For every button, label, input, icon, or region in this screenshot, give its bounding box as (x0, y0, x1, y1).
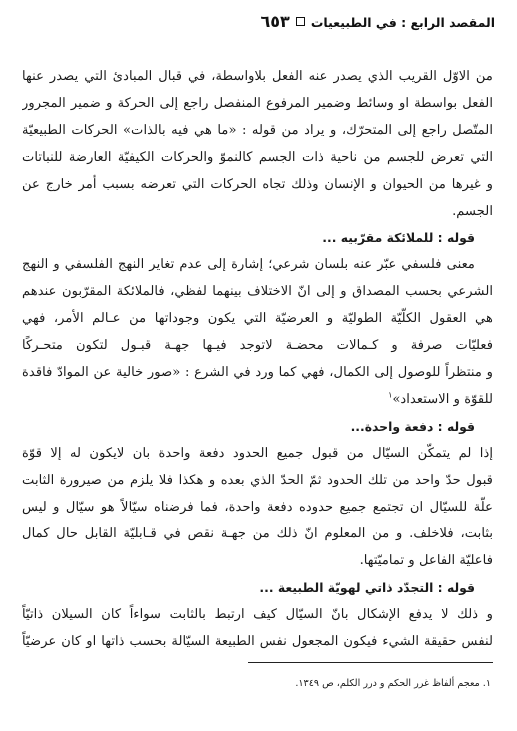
text-line: الشرعي بحسب المصداق و إلى انّ الاختلاف بينهما لفظي، فالملائكة المقرّبون عندهم (22, 284, 493, 300)
text-line: فاعليّة الفاعل و تماميّتها. (359, 553, 493, 569)
text-line: إذا لم يتمكّن السيّال من قبول جميع الحدود دفعة واحدة بان لايكون له إلا قوّة (22, 445, 493, 461)
footnote: ١. معجم ألفاظ غرر الحكم و درر الكلم، ص ١٣٤٩. (295, 678, 491, 689)
text-line: الفعل بواسطة او وسائط وضمير المرفوع المنفصل راجع إلى الحركة و ضمير المجرور (22, 95, 493, 111)
square-separator-icon (296, 17, 305, 26)
text-line (22, 387, 493, 414)
text-line: و ذلك لا يدفع الإشكال بانّ السيّال كيف ارتبط بالثابت سواءاً كان السيلان ذاتيّاً (22, 607, 493, 623)
text-line: علّة للسيّال ان تجتمع جميع حدوده دفعة واحدة، فما فرضناه سيّالاً هو سيّال و ليس (22, 499, 493, 515)
footnote-marker[interactable]: ١ (388, 390, 393, 400)
text-line: الجسم. (452, 203, 493, 219)
section-heading: قوله : دفعة واحدة... (350, 418, 475, 434)
text-line: فعليّات صرفة و كـمالات محضـة لاتوجد فيـها جهـة قبـول لتكون متحـركًا (22, 338, 493, 354)
text-line: و غيرها من الحيوان و الإنسان وذلك تجاه الحركات التي تعرضه بسبب أمر خارج عن (22, 176, 493, 192)
header-title: المقصد الرابع : في الطبيعيات (310, 15, 495, 30)
section-heading: قوله : للملائكة مقرّبيه ... (322, 230, 475, 246)
text-line: قبول حدّ واحد من تلك الحدود ثمّ الحدّ الذي بعده و هكذا فلا يلزم من صيرورة الثابت (22, 472, 493, 488)
running-header (22, 12, 495, 36)
main-text (22, 64, 493, 656)
text-line: التي تعرض للجسم من ناحية ذات الجسم كالنموّ والحركات الكيفيّة العارضة للنباتات (22, 149, 493, 165)
page-number: ٦٥٣ (260, 12, 290, 31)
text-line: المتّصل راجع إلى المتحرّك، و يراد من قوله : «ما هي فيه بالذات» الحركات الطبيعيّة (22, 122, 493, 138)
text-line: لنفس حقيقة الشيء فيكون المجعول نفس الطبيعة السيّالة بحسب ذاتها او كان عرضيّاً (22, 634, 493, 650)
text-line: معنى فلسفي عبّر عنه بلسان شرعي؛ إشارة إلى عدم تغاير النهج الفلسفي و النهج (22, 257, 475, 273)
text-line: من الاوّل القريب الذي يصدر عنه الفعل بلاواسطة، في قبال المبادئ التي يصدر عنها (22, 69, 493, 84)
footnote-divider (248, 662, 493, 663)
section-heading: قوله : التجدّد ذاتي لهويّة الطبيعة ... (259, 580, 475, 596)
quote-end: للقوّة و الاستعداد» (392, 391, 493, 407)
text-line: و منتظراً للوصول إلى الكمال، فهي كما ورد في الشرع : «صور خالية عن الموادّ فاقدة (22, 364, 493, 380)
text-line: هي العقول الكلّيّة الطوليّة و العرضيّة التي يكون وجوداتها من عـالم الأمر، فهي (22, 311, 493, 327)
text-line: بثابت، فلاخلف. و من المعلوم انّ ذلك من جهـة نقص في قـابليّة القابل حال كمال (22, 526, 493, 542)
